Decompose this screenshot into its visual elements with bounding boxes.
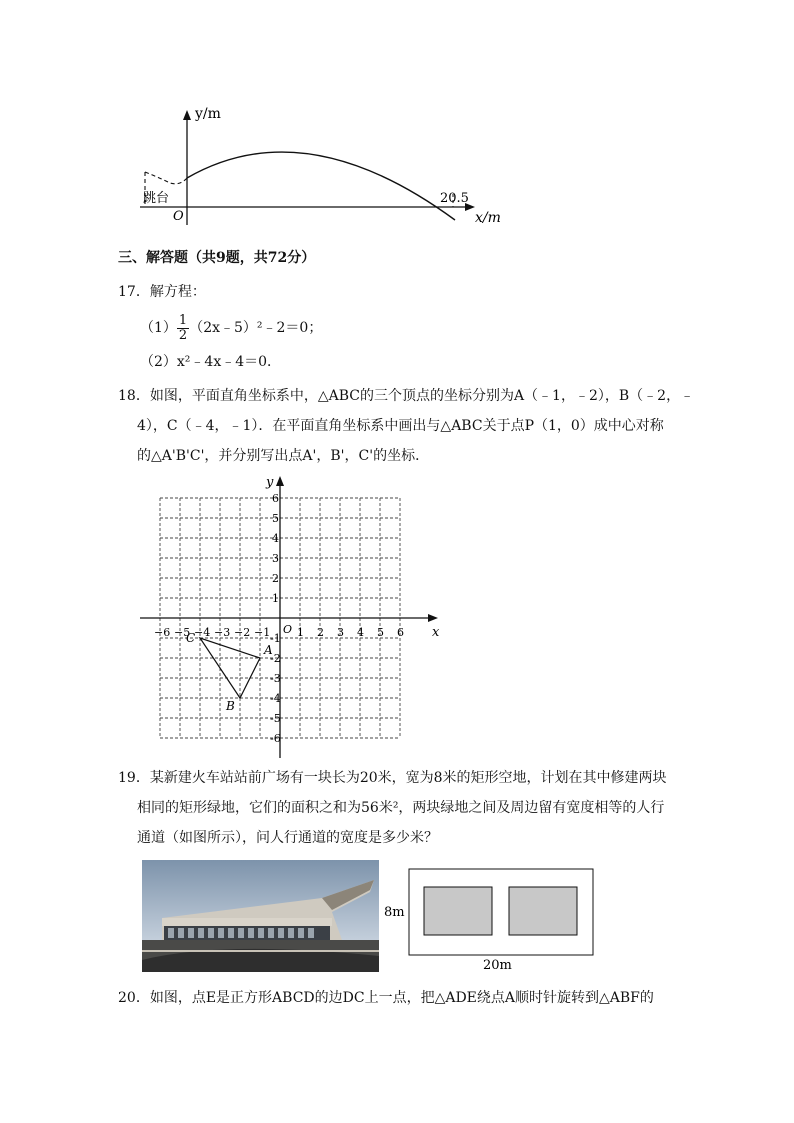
origin-label: O	[283, 623, 293, 636]
x-tick-label: −1	[254, 626, 271, 639]
x-tick-label: 2	[317, 626, 324, 639]
fraction-one-half	[177, 314, 189, 343]
y-tick-label: -2	[270, 652, 281, 665]
y-axis-label: y	[266, 475, 274, 490]
x-axis-arrow-icon	[428, 614, 438, 622]
y-tick-label: 4	[272, 532, 279, 545]
x-axis-label: x/m	[475, 210, 501, 226]
y-tick-label: -5	[270, 712, 281, 725]
q17-label: 17．解方程：	[118, 284, 206, 300]
q17-part1-prefix: （1）	[140, 320, 177, 336]
q17-part1-rest: （2x﹣5）²﹣2＝0；	[189, 320, 323, 336]
y-tick-label: 5	[272, 512, 279, 525]
width-label: 8m	[384, 905, 405, 920]
x-tick-label: 6	[397, 626, 404, 639]
rectangle-diagram	[380, 860, 600, 975]
x-tick-label: −5	[174, 626, 191, 639]
q20-line1: 20．如图，点E是正方形ABCD的边DC上一点，把△ADE绕点A顺时针旋转到△ABF的	[118, 990, 654, 1006]
x-tick-label: 5	[377, 626, 384, 639]
triangle-abc	[200, 638, 260, 698]
y-tick-label: 6	[272, 492, 279, 505]
platform-dashed-curve	[145, 172, 187, 184]
x-tick-label: −4	[194, 626, 211, 639]
section-title: 三、解答题（共9题，共72分）	[118, 250, 316, 266]
q17-part1	[140, 312, 322, 344]
y-tick-label: -3	[270, 672, 281, 685]
x-tick-label: 4	[357, 626, 364, 639]
y-tick-label: 2	[272, 572, 279, 585]
q19-line2: 相同的矩形绿地，它们的面积之和为56米²，两块绿地之间及周边留有宽度相等的人行	[137, 800, 665, 816]
origin-label: O	[173, 209, 184, 224]
x-tick-label: 3	[337, 626, 344, 639]
trajectory-figure	[135, 100, 515, 230]
fraction-denominator: 2	[178, 327, 188, 343]
q19-line1: 19．某新建火车站站前广场有一块长为20米，宽为8米的矩形空地，计划在其中修建两块	[118, 770, 667, 786]
point-label-c: C	[186, 631, 196, 645]
q18-line2: 4），C（﹣4，﹣1）．在平面直角坐标系中画出与△ABC关于点P（1，0）成中心对称	[137, 418, 664, 434]
fraction-numerator: 1	[178, 312, 188, 328]
length-label: 20m	[483, 958, 512, 973]
q18-line1: 18．如图，平面直角坐标系中，△ABC的三个顶点的坐标分别为A（﹣1，﹣2），B（﹣2，﹣	[118, 388, 695, 404]
y-tick-label: 1	[272, 592, 279, 605]
y-tick-label: 3	[272, 552, 279, 565]
green-area-left	[424, 887, 492, 935]
y-tick-label: -4	[270, 692, 281, 705]
point-label-a: A	[264, 643, 273, 657]
y-axis-arrow-icon	[276, 476, 284, 486]
x-tick-label: −6	[154, 626, 171, 639]
station-photo	[142, 860, 379, 972]
x-axis-label: x	[432, 625, 440, 640]
green-area-right	[509, 887, 577, 935]
y-axis-arrow-icon	[183, 110, 191, 120]
q18-line3: 的△A'B'C'，并分别写出点A'，B'，C'的坐标．	[137, 448, 430, 464]
y-tick-label: -6	[270, 732, 281, 745]
x-tick-label: −2	[234, 626, 251, 639]
point-label-b: B	[226, 699, 235, 713]
y-axis-label: y/m	[195, 106, 221, 122]
landing-value-label: 20.5	[440, 191, 469, 206]
x-tick-label: −3	[214, 626, 231, 639]
x-tick-label: 1	[297, 626, 304, 639]
coordinate-grid	[130, 470, 440, 760]
q19-line3: 通道（如图所示），问人行通道的宽度是多少米？	[137, 830, 438, 846]
trajectory-curve	[187, 152, 455, 220]
y-tick-label: -1	[270, 632, 281, 645]
q17-part2: （2）x²﹣4x﹣4＝0．	[140, 354, 282, 370]
platform-label: 跳台	[143, 191, 170, 206]
